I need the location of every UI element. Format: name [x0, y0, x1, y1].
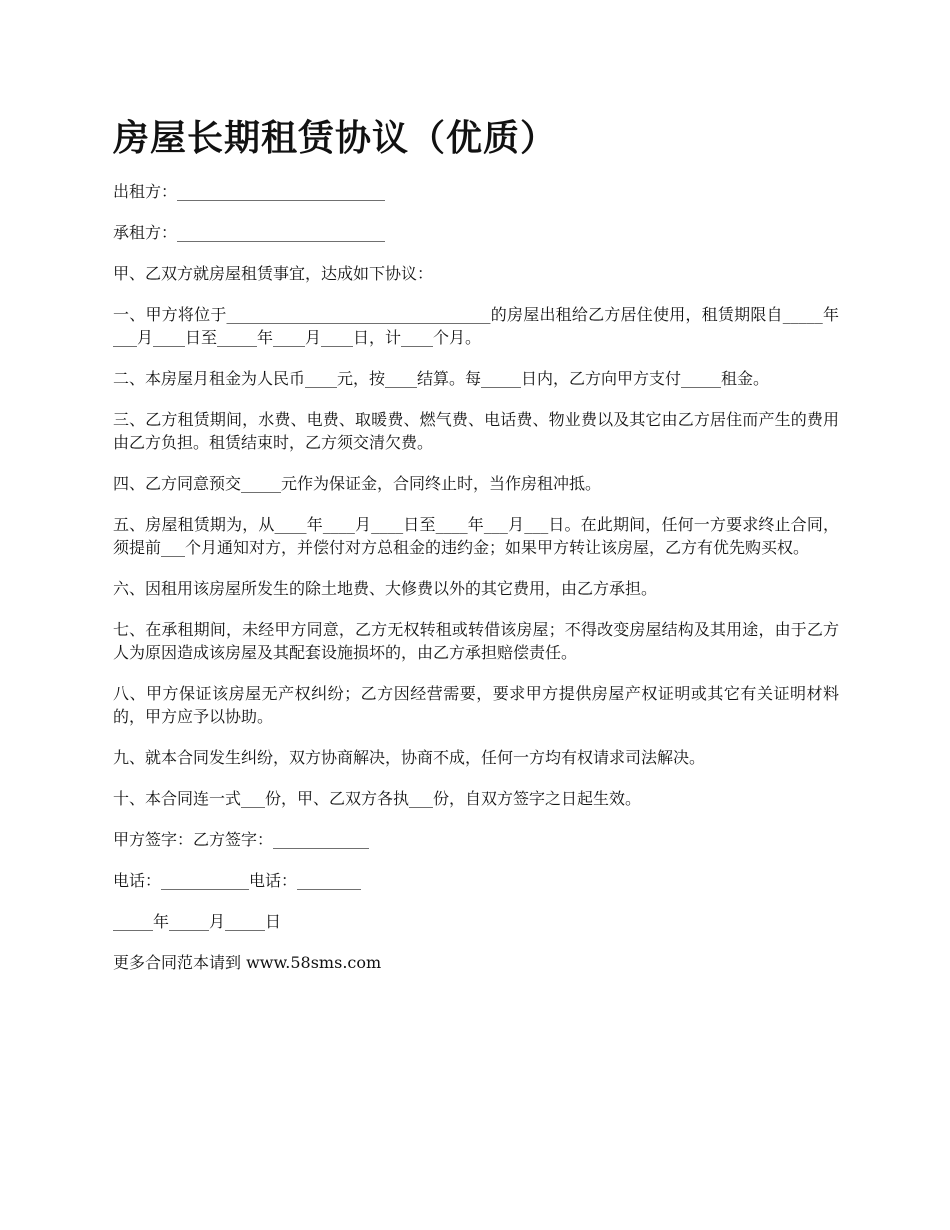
footer-note: 更多合同范本请到 www.58sms.com	[113, 953, 382, 972]
lessor-line: 出租方：__________________________	[113, 182, 386, 201]
lessee-line: 承租方：__________________________	[113, 223, 386, 242]
clause-1: 一、甲方将位于_________________________________的房屋出租给乙方居住使用，租赁期限自_____年___月____日至_____年____月____日，计____个月。	[113, 305, 839, 347]
agreement-intro: 甲、乙双方就房屋租赁事宜，达成如下协议：	[113, 264, 434, 283]
clause-2: 二、本房屋月租金为人民币____元，按____结算。每_____日内，乙方向甲方支付_____租金。	[113, 369, 770, 388]
document-page	[113, 112, 839, 992]
clause-7: 七、在承租期间，未经甲方同意，乙方无权转租或转借该房屋；不得改变房屋结构及其用途，由于乙方人为原因造成该房屋及其配套设施损坏的，由乙方承担赔偿责任。	[113, 620, 839, 662]
clause-3: 三、乙方租赁期间，水费、电费、取暖费、燃气费、电话费、物业费以及其它由乙方居住而产生的费用由乙方负担。租赁结束时，乙方须交清欠费。	[113, 410, 839, 452]
clause-8: 八、甲方保证该房屋无产权纠纷；乙方因经营需要，要求甲方提供房屋产权证明或其它有关证明材料的，甲方应予以协助。	[113, 684, 839, 726]
clause-6: 六、因租用该房屋所发生的除土地费、大修费以外的其它费用，由乙方承担。	[113, 579, 658, 598]
document-title: 房屋长期租赁协议（优质）	[113, 117, 558, 159]
clause-10: 十、本合同连一式___份，甲、乙双方各执___份，自双方签字之日起生效。	[113, 789, 642, 808]
clause-5: 五、房屋租赁期为，从____年____月____日至____年___月___日。在此期间，任何一方要求终止合同，须提前___个月通知对方，并偿付对方总租金的违约金；如果甲方转让该房屋，乙方有优先购买权。	[113, 515, 839, 557]
phone-line: 电话：___________电话：________	[113, 871, 362, 890]
date-line: _____年_____月_____日	[113, 912, 282, 931]
clause-4: 四、乙方同意预交_____元作为保证金，合同终止时，当作房租冲抵。	[113, 474, 602, 493]
clause-9: 九、就本合同发生纠纷，双方协商解决，协商不成，任何一方均有权请求司法解决。	[113, 748, 706, 767]
signature-line: 甲方签字：乙方签字：____________	[113, 830, 370, 849]
